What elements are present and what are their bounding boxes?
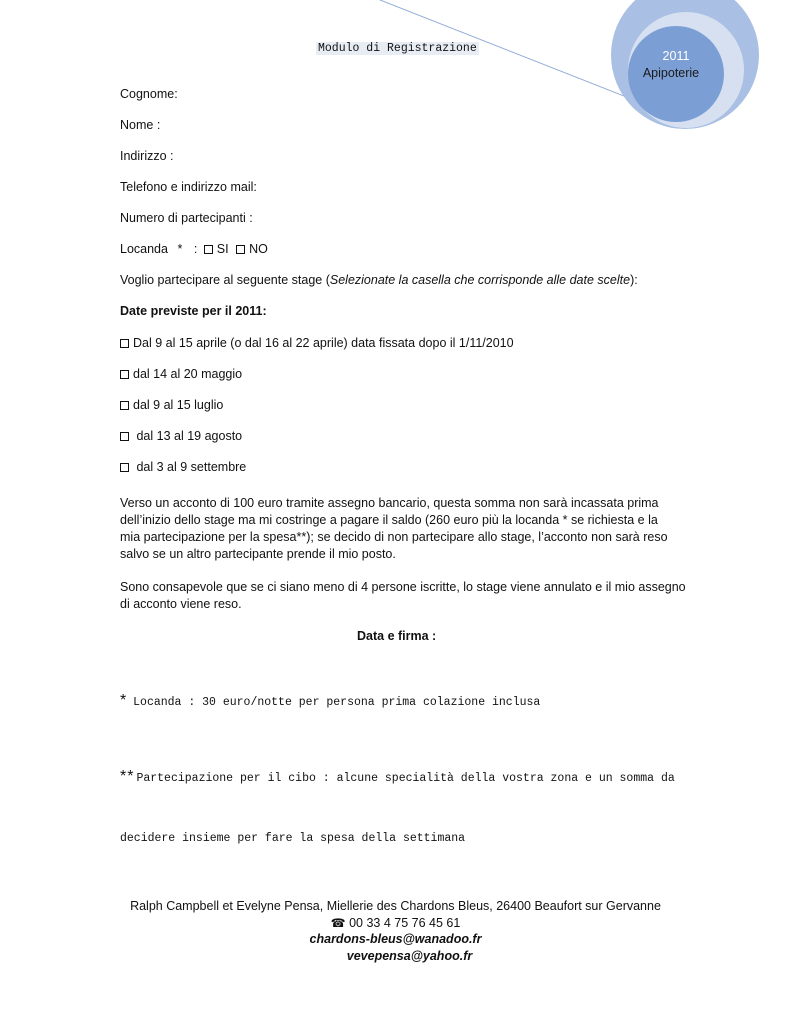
date-option <box>120 460 246 474</box>
footer <box>0 898 791 964</box>
terms-line: mia partecipazione per la spesa**); se decido di non partecipare allo stage, l’acconto non sarà reso <box>120 530 668 544</box>
stage-intro-italic: Selezionate la casella che corrisponde alle date scelte <box>329 273 631 287</box>
terms-line: dell’inizio dello stage ma mi costringe a pagare il saldo (260 euro più la locanda * se richiesta e la <box>120 513 658 527</box>
footer-email-2[interactable]: vevepensa@yahoo.fr <box>346 948 473 963</box>
note-cibo-text-2: decidere insieme per fare la spesa della settimana <box>120 832 466 845</box>
terms-line: di acconto viene reso. <box>120 597 242 611</box>
checkbox-no[interactable] <box>236 245 245 254</box>
page-title: Modulo di Registrazione <box>318 42 477 55</box>
badge-name: Apipoterie <box>642 66 700 80</box>
field-cognome: Cognome: <box>120 87 178 101</box>
option-si-label: SI <box>216 242 229 256</box>
date-label-1: Dal 9 al 15 aprile (o dal 16 al 22 aprile) data fissata dopo il 1/11/2010 <box>133 336 514 350</box>
field-locanda <box>120 242 268 256</box>
checkbox-si[interactable] <box>204 245 213 254</box>
footer-phone-number: 00 33 4 75 76 45 61 <box>345 915 461 930</box>
date-label-3: dal 9 al 15 luglio <box>133 398 224 412</box>
option-no-label: NO <box>249 242 268 256</box>
note-cibo-text-1: Partecipazione per il cibo : alcune specialità della vostra zona e un somma da <box>136 772 675 785</box>
note-locanda-text: Locanda : 30 euro/notte per persona prima colazione inclusa <box>126 696 541 709</box>
date-option <box>120 336 514 350</box>
date-option <box>120 367 242 381</box>
note-cibo <box>120 727 675 869</box>
terms-line: Verso un acconto di 100 euro tramite assegno bancario, questa somma non sarà incassata prima <box>120 496 659 510</box>
field-nome: Nome : <box>120 118 161 132</box>
locanda-star: * <box>177 242 183 256</box>
locanda-colon: : <box>193 242 198 256</box>
note-cibo-line-1 <box>120 767 675 789</box>
terms-paragraph-2 <box>120 579 686 613</box>
phone-icon: ☎ <box>330 915 346 930</box>
note-cibo-star: ** <box>120 768 135 785</box>
badge-year: 2011 <box>662 49 690 63</box>
checkbox-date-4[interactable] <box>120 432 129 441</box>
date-option <box>120 398 223 412</box>
field-partecipanti: Numero di partecipanti : <box>120 211 253 225</box>
terms-line: salvo se un altro partecipante prende il mio posto. <box>120 547 396 561</box>
locanda-label: Locanda <box>120 242 168 256</box>
date-option <box>120 429 242 443</box>
stage-intro-end: ): <box>630 273 638 287</box>
note-locanda <box>120 692 540 710</box>
date-label-4: dal 13 al 19 agosto <box>133 429 243 443</box>
field-telefono: Telefono e indirizzo mail: <box>120 180 257 194</box>
footer-phone <box>0 915 791 932</box>
dates-heading: Date previste per il 2011: <box>120 304 267 318</box>
checkbox-date-2[interactable] <box>120 370 129 379</box>
checkbox-date-1[interactable] <box>120 339 129 348</box>
date-label-5: dal 3 al 9 settembre <box>133 460 247 474</box>
terms-paragraph-1 <box>120 495 680 563</box>
terms-line: Sono consapevole que se ci siano meno di 4 persone iscritte, lo stage viene annulato e il mio assegno <box>120 580 686 594</box>
date-label-2: dal 14 al 20 maggio <box>133 367 243 381</box>
checkbox-date-5[interactable] <box>120 463 129 472</box>
checkbox-date-3[interactable] <box>120 401 129 410</box>
stage-intro <box>120 273 638 287</box>
stage-intro-text: Voglio partecipare al seguente stage ( <box>120 273 330 287</box>
note-locanda-star: * <box>120 692 127 709</box>
signature-label: Data e firma : <box>357 629 437 643</box>
footer-email-1[interactable]: chardons-bleus@wanadoo.fr <box>309 932 482 946</box>
field-indirizzo: Indirizzo : <box>120 149 174 163</box>
footer-address: Ralph Campbell et Evelyne Pensa, Miellerie des Chardons Bleus, 26400 Beaufort sur Gervanne <box>130 899 661 913</box>
